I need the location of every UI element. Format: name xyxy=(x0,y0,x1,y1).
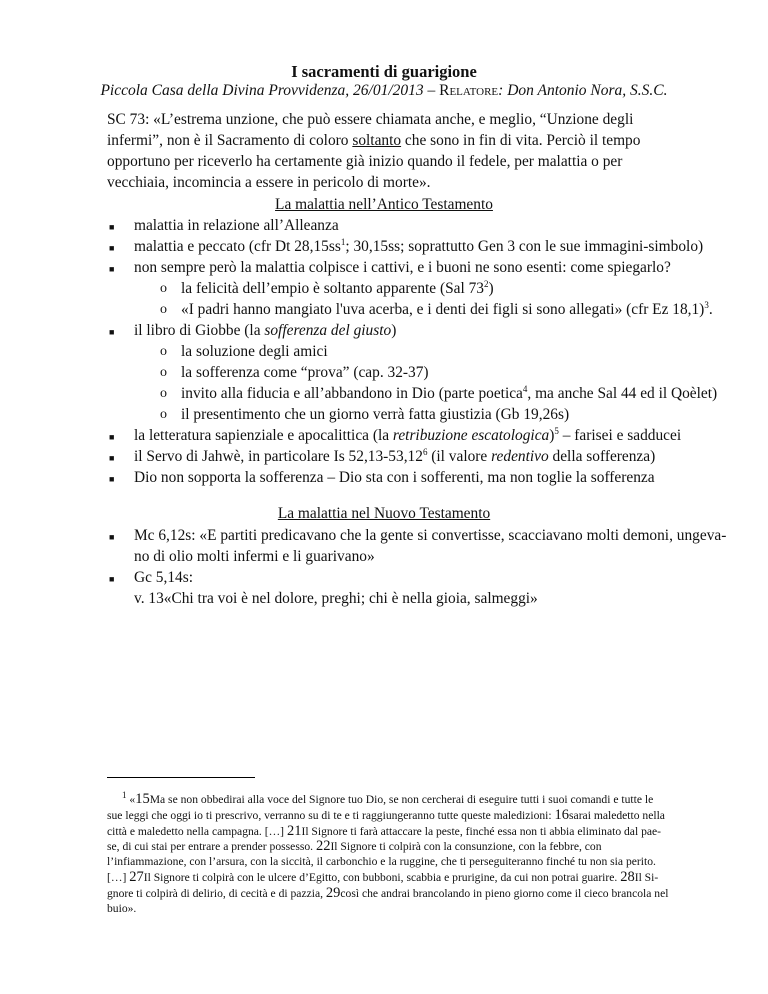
circle-bullet-icon: o xyxy=(160,386,167,401)
bullet-icon: ■ xyxy=(109,243,115,253)
list-item-continuation: no di olio molti infermi e li guarivano» xyxy=(134,548,375,565)
page-title: I sacramenti di guarigione xyxy=(291,62,477,81)
bullet-icon: ■ xyxy=(109,327,115,337)
sub-list-item: la soluzione degli amici xyxy=(181,343,328,360)
circle-bullet-icon: o xyxy=(160,407,167,422)
list-item: la letteratura sapienziale e apocalittica (la retribuzione escatologica)$^5$ – farisei e sadducei xyxy=(134,425,682,444)
subtitle-role: Relatore xyxy=(439,82,499,99)
bullet-icon: ■ xyxy=(109,453,115,463)
circle-bullet-icon: o xyxy=(160,302,167,317)
list-item: malattia e peccato (cfr Dt $28,15ss^1$; 30,15ss; soprattutto Gen 3 con le sue immagini-simbolo) xyxy=(134,236,704,255)
list-item: il libro di Giobbe (la sofferenza del giusto) xyxy=(134,322,397,339)
circle-bullet-icon: o xyxy=(160,344,167,359)
circle-bullet-icon: o xyxy=(160,281,167,296)
list-item: Gc 5,14s: xyxy=(134,569,193,586)
footnote-1: $^1$ «15Ma se non obbedirai alla voce del Signore tuo Dio, se non cercherai di eseguire tutti i suoi comandi e tutte le sue leggi che oggi io ti prescrivo, verranno su di te e ti raggiungeranno tutte queste maledizioni: 16sarai maledetto nella città e maledetto nella campagna. […] 21Il Signore ti farà attaccare la peste, finché essa non ti abbia eliminato dal pae- se, di cui stai per entrare a prender possesso. 22Il Signore ti colpirà con la consunzione, con la febbre, con l’infiammazione, con l’arsura, con la siccità, il carbonchio e la ruggine, che ti perseguiteranno finché tu non sia perito. […] 27Il Signore ti colpirà con le ulcere d’Egitto, con bubboni, scabbia e prurigine, da cui non potrai guarire. 28Il Si- gnore ti colpirà di delirio, di cecità e di pazzia, 29così che andrai brancolando in pieno giorno come il cieco brancola nel buio». xyxy=(107,790,669,915)
section-heading-nt: La malattia nel Nuovo Testamento xyxy=(277,505,491,522)
bullet-icon: ■ xyxy=(109,222,115,232)
list-item-continuation: v. 13«Chi tra voi è nel dolore, preghi; chi è nella gioia, salmeggi» xyxy=(134,590,538,607)
list-item: malattia in relazione all’Alleanza xyxy=(134,217,339,234)
sub-list-item: il presentimento che un giorno verrà fatta giustizia (Gb 19,26s) xyxy=(181,406,570,423)
footnote-separator xyxy=(107,777,255,778)
subtitle-end: : Don Antonio Nora, S.S.C. xyxy=(498,82,668,99)
bullet-icon: ■ xyxy=(109,432,115,442)
underlined-word: soltanto xyxy=(352,132,402,149)
sub-list-item: la felicità dell’empio è soltanto apparente (Sal $73^2$) xyxy=(181,278,494,297)
sub-list-item: la sofferenza come “prova” (cap. 32-37) xyxy=(181,364,429,381)
sub-list-item: «I padri hanno mangiato l'uva acerba, e i denti dei figli si sono allegati» (cfr Ez 18,1)$^3$. xyxy=(181,299,713,318)
bullet-icon: ■ xyxy=(109,264,115,274)
section-heading-ot: La malattia nell’Antico Testamento xyxy=(275,196,493,213)
sub-list-item: invito alla fiducia e all’abbandono in Dio (parte poetica$^4$, ma anche Sal 44 ed il Qoèlet) xyxy=(181,383,718,402)
list-item: Dio non sopporta la sofferenza – Dio sta con i sofferenti, ma non toglie la sofferenza xyxy=(134,469,655,486)
list-item: il Servo di Jahwè, in particolare Is 52,13-53,12$^6$ (il valore redentivo della sofferenza) xyxy=(134,446,656,465)
bullet-icon: ■ xyxy=(109,474,115,484)
bullet-icon: ■ xyxy=(109,532,115,542)
subtitle-text: Piccola Casa della Divina Provvidenza, 26/01/2013 – xyxy=(100,82,440,99)
circle-bullet-icon: o xyxy=(160,365,167,380)
bullet-icon: ■ xyxy=(109,574,115,584)
list-item: Mc 6,12s: «E partiti predicavano che la gente si convertisse, scacciavano molti demoni, ungeva- xyxy=(134,527,727,544)
page-subtitle xyxy=(0,82,768,100)
intro-paragraph: SC 73: «L’estrema unzione, che può essere chiamata anche, e meglio, “Unzione degli infermi”, non è il Sacramento di coloro soltanto che sono in fin di vita. Perciò il tempo opportuno per riceverlo ha certamente già inizio quando il fedele, per malattia o per vecchiaia, incomincia a essere in pericolo di morte». xyxy=(107,111,641,191)
list-item: non sempre però la malattia colpisce i cattivi, e i buoni ne sono esenti: come spiegarlo? xyxy=(134,259,671,276)
